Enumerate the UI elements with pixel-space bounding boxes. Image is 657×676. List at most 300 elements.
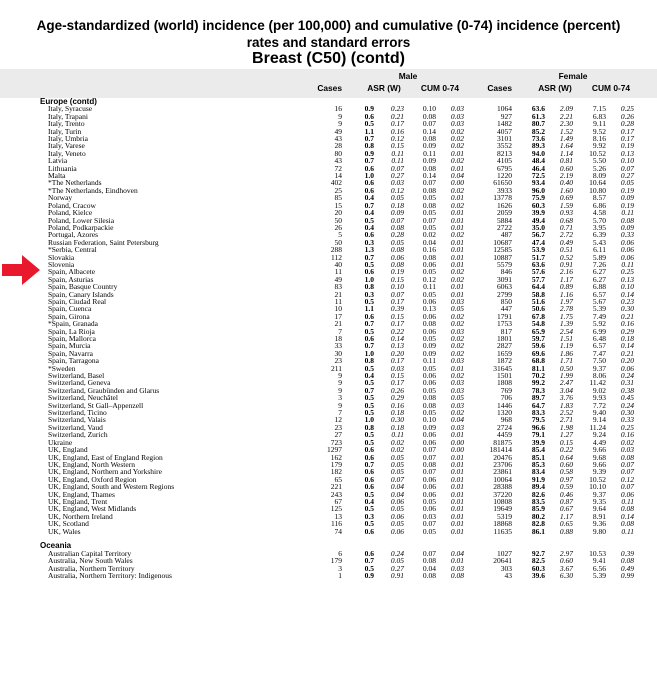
female-cum-se-cell: 0.06 xyxy=(620,363,634,373)
male-asr-cell: 0.5 xyxy=(364,563,374,573)
registry-name: Australia, New South Wales xyxy=(48,556,133,566)
male-cum-se-cell: 0.04 xyxy=(450,415,464,425)
female-cases-cell: 10064 xyxy=(493,474,512,484)
registry-name: Switzerland, Neuchâtel xyxy=(48,393,118,403)
male-cum-se-cell: 0.01 xyxy=(450,489,464,499)
female-cases-cell: 769 xyxy=(500,385,512,395)
male-cum-se-cell: 0.01 xyxy=(450,511,464,521)
female-asr-cell: 80.2 xyxy=(531,511,545,521)
female-cum-cell: 9.37 xyxy=(592,489,606,499)
female-asr-cell: 35.0 xyxy=(531,222,545,232)
male-asr-se-cell: 0.07 xyxy=(390,289,404,299)
male-asr-se-cell: 0.06 xyxy=(390,511,404,521)
male-cases-cell: 74 xyxy=(334,526,342,536)
male-asr-cell: 1.1 xyxy=(364,304,374,314)
female-asr-se-cell: 0.71 xyxy=(559,222,573,232)
female-cum-se-cell: 0.25 xyxy=(620,267,634,277)
female-cum-se-cell: 0.11 xyxy=(621,496,634,506)
female-asr-cell: 46.4 xyxy=(531,163,545,173)
female-cum-se-cell: 0.09 xyxy=(620,193,634,203)
male-cases-cell: 723 xyxy=(330,437,342,447)
male-cum-se-cell: 0.05 xyxy=(450,393,464,403)
female-asr-se-cell: 2.54 xyxy=(559,326,573,336)
male-asr-se-cell: 0.16 xyxy=(390,400,404,410)
table-row xyxy=(0,254,657,261)
female-asr-se-cell: 0.93 xyxy=(559,208,573,218)
male-cases-cell: 5 xyxy=(338,230,342,240)
table-row xyxy=(0,224,657,231)
female-cum-se-cell: 0.26 xyxy=(620,111,634,121)
female-asr-cell: 68.8 xyxy=(531,356,545,366)
male-cum-se-cell: 0.01 xyxy=(450,474,464,484)
female-asr-se-cell: 1.83 xyxy=(559,400,573,410)
female-asr-cell: 51.6 xyxy=(531,296,545,306)
female-asr-se-cell: 1.27 xyxy=(559,430,573,440)
male-asr-se-cell: 0.07 xyxy=(390,474,404,484)
male-asr-se-cell: 0.18 xyxy=(390,422,404,432)
table-row xyxy=(0,128,657,135)
male-asr-se-cell: 0.11 xyxy=(391,148,404,158)
male-asr-cell: 0.5 xyxy=(364,215,374,225)
male-cases-cell: 18 xyxy=(334,334,342,343)
table-row xyxy=(0,342,657,349)
male-cum-se-cell: 0.01 xyxy=(450,556,464,566)
male-cum-cell: 0.11 xyxy=(423,148,436,158)
female-cum-cell: 5.89 xyxy=(592,252,606,262)
registry-name: Switzerland, St Gall–Appenzell xyxy=(48,400,144,410)
registry-name: Poland, Cracow xyxy=(48,200,96,210)
male-cum-cell: 0.05 xyxy=(422,408,436,418)
female-cum-cell: 8.06 xyxy=(592,371,606,381)
female-asr-se-cell: 0.58 xyxy=(559,467,573,477)
male-asr-cell: 0.5 xyxy=(364,393,374,403)
female-cum-cell: 8.57 xyxy=(592,193,606,203)
female-asr-se-cell: 0.50 xyxy=(559,363,573,373)
male-cases-cell: 288 xyxy=(330,245,342,255)
registry-name: Australia, Northern Territory xyxy=(48,563,135,573)
registry-name: Italy, Turin xyxy=(48,126,82,136)
female-cum-cell: 9.64 xyxy=(592,504,606,514)
male-asr-cell: 0.7 xyxy=(364,385,374,395)
male-asr-cell: 0.6 xyxy=(364,526,374,536)
female-cum-cell: 9.36 xyxy=(592,519,606,529)
female-cum-se-cell: 0.45 xyxy=(620,393,634,403)
female-cases-cell: 61650 xyxy=(493,178,512,188)
female-asr-cell: 89.4 xyxy=(531,482,545,492)
female-cum-cell: 9.02 xyxy=(592,385,606,395)
male-asr-cell: 0.5 xyxy=(364,296,374,306)
female-cases-cell: 1320 xyxy=(497,408,512,418)
male-cum-cell: 0.06 xyxy=(422,489,436,499)
male-asr-cell: 0.9 xyxy=(364,571,374,580)
table-row xyxy=(0,165,657,172)
female-asr-se-cell: 1.16 xyxy=(559,289,573,299)
male-asr-se-cell: 0.17 xyxy=(390,296,404,306)
male-asr-cell: 1.0 xyxy=(364,274,374,284)
male-cum-cell: 0.05 xyxy=(422,526,436,536)
male-asr-se-cell: 0.19 xyxy=(390,267,404,277)
male-asr-se-cell: 0.03 xyxy=(390,178,404,188)
female-asr-se-cell: 0.22 xyxy=(559,445,573,455)
female-cases-cell: 31645 xyxy=(493,363,512,373)
male-asr-cell: 0.4 xyxy=(364,496,374,506)
female-asr-cell: 85.3 xyxy=(531,459,545,469)
female-asr-cell: 50.6 xyxy=(531,304,545,314)
male-cum-se-cell: 0.01 xyxy=(450,289,464,299)
male-asr-cell: 0.4 xyxy=(364,222,374,232)
male-cum-se-cell: 0.04 xyxy=(450,548,464,558)
male-cum-cell: 0.09 xyxy=(422,141,436,151)
female-asr-se-cell: 0.40 xyxy=(559,178,573,188)
male-cum-se-cell: 0.00 xyxy=(450,178,464,188)
female-cum-se-cell: 0.07 xyxy=(620,482,634,492)
female-asr-se-cell: 0.49 xyxy=(559,237,573,247)
registry-name: Malta xyxy=(48,171,66,181)
female-cum-cell: 9.24 xyxy=(592,430,606,440)
male-cum-se-cell: 0.01 xyxy=(450,252,464,262)
female-cum-cell: 5.43 xyxy=(592,237,606,247)
male-cum-se-cell: 0.01 xyxy=(450,222,464,232)
female-cum-se-cell: 0.07 xyxy=(620,163,634,173)
female-cases-cell: 1808 xyxy=(497,378,512,388)
female-cum-se-cell: 0.13 xyxy=(620,274,634,284)
male-cum-se-cell: 0.02 xyxy=(450,126,464,136)
female-cum-se-cell: 0.19 xyxy=(620,185,634,195)
male-cum-se-cell: 0.01 xyxy=(450,519,464,529)
male-asr-se-cell: 0.29 xyxy=(390,393,404,403)
female-cases-cell: 487 xyxy=(500,230,512,240)
male-asr-se-cell: 0.24 xyxy=(390,548,404,558)
female-cum-se-cell: 0.12 xyxy=(620,474,634,484)
female-cum-cell: 6.39 xyxy=(592,230,606,240)
male-asr-se-cell: 0.15 xyxy=(390,274,404,284)
female-cum-cell: 7.15 xyxy=(592,104,606,114)
male-asr-cell: 0.4 xyxy=(364,371,374,381)
male-cum-se-cell: 0.02 xyxy=(450,311,464,321)
female-cum-cell: 4.58 xyxy=(592,208,606,218)
female-cum-cell: 6.99 xyxy=(592,326,606,336)
female-asr-cell: 63.6 xyxy=(531,104,545,114)
male-cum-cell: 0.08 xyxy=(422,185,436,195)
male-cum-cell: 0.10 xyxy=(422,104,436,114)
female-cum-cell: 6.48 xyxy=(592,334,606,343)
female-asr-cell: 92.7 xyxy=(531,548,545,558)
male-cum-cell: 0.12 xyxy=(422,274,436,284)
male-asr-cell: 0.4 xyxy=(364,208,374,218)
registry-name: UK, England, Northern and Yorkshire xyxy=(48,467,162,477)
male-cases-cell: 3 xyxy=(338,563,342,573)
male-cum-header: CUM 0-74 xyxy=(420,83,460,93)
male-cases-cell: 26 xyxy=(334,222,342,232)
female-asr-se-cell: 0.69 xyxy=(559,193,573,203)
male-asr-cell: 0.5 xyxy=(364,408,374,418)
male-cum-se-cell: 0.03 xyxy=(450,356,464,366)
female-asr-se-cell: 2.19 xyxy=(559,171,573,181)
female-cases-cell: 2724 xyxy=(497,422,512,432)
male-asr-cell: 0.6 xyxy=(364,445,374,455)
male-asr-se-cell: 0.06 xyxy=(390,252,404,262)
female-cases-cell: 1659 xyxy=(497,348,512,358)
male-cases-cell: 23 xyxy=(334,356,342,366)
table-row xyxy=(0,150,657,157)
table-row xyxy=(0,187,657,194)
female-cum-se-cell: 0.05 xyxy=(620,178,634,188)
female-cum-cell: 9.66 xyxy=(592,459,606,469)
female-asr-se-cell: 3.76 xyxy=(559,393,573,403)
male-cases-cell: 6 xyxy=(338,548,342,558)
male-cases-cell: 67 xyxy=(334,496,342,506)
female-asr-se-cell: 0.60 xyxy=(559,163,573,173)
female-cum-se-cell: 0.18 xyxy=(620,334,634,343)
male-asr-se-cell: 0.14 xyxy=(390,334,404,343)
female-cum-cell: 9.92 xyxy=(592,141,606,151)
registry-name: UK, England, Oxford Region xyxy=(48,474,137,484)
male-asr-se-cell: 0.08 xyxy=(390,259,404,269)
female-cum-se-cell: 0.06 xyxy=(620,252,634,262)
female-asr-cell: 96.0 xyxy=(531,185,545,195)
female-cases-cell: 23706 xyxy=(493,459,512,469)
male-cum-cell: 0.05 xyxy=(422,289,436,299)
female-cases-cell: 37220 xyxy=(493,489,512,499)
male-cum-cell: 0.08 xyxy=(422,459,436,469)
table-row xyxy=(0,520,657,527)
male-cases-cell: 15 xyxy=(334,200,342,210)
registry-name: Australia, Northern Territory: Indigenous xyxy=(48,571,172,580)
male-asr-se-cell: 0.23 xyxy=(390,104,404,114)
male-cum-se-cell: 0.08 xyxy=(450,571,464,580)
male-cum-se-cell: 0.03 xyxy=(450,378,464,388)
table-row xyxy=(0,113,657,120)
table-row xyxy=(0,120,657,127)
male-asr-cell: 0.9 xyxy=(364,104,374,114)
registry-name: UK, England, Thames xyxy=(48,489,115,499)
table-row xyxy=(0,528,657,535)
female-cum-se-cell: 0.08 xyxy=(620,519,634,529)
male-asr-cell: 0.5 xyxy=(364,504,374,514)
male-cases-cell: 83 xyxy=(334,282,342,292)
female-cum-se-cell: 0.33 xyxy=(620,230,634,240)
male-asr-cell: 0.7 xyxy=(364,459,374,469)
female-cases-cell: 10887 xyxy=(493,252,512,262)
female-asr-se-cell: 1.71 xyxy=(559,356,573,366)
female-asr-se-cell: 0.91 xyxy=(559,259,573,269)
table-row xyxy=(0,246,657,253)
male-asr-cell: 0.6 xyxy=(364,467,374,477)
female-cases-cell: 10808 xyxy=(493,496,512,506)
male-asr-se-cell: 0.06 xyxy=(390,526,404,536)
male-asr-se-cell: 0.27 xyxy=(390,563,404,573)
male-cum-cell: 0.06 xyxy=(422,474,436,484)
female-cum-cell: 10.53 xyxy=(589,548,606,558)
male-cum-se-cell: 0.01 xyxy=(450,482,464,492)
female-cases-cell: 850 xyxy=(500,296,512,306)
male-asr-se-cell: 0.15 xyxy=(390,371,404,381)
female-cum-se-cell: 0.03 xyxy=(620,445,634,455)
female-asr-cell: 60.3 xyxy=(531,563,545,573)
male-cum-cell: 0.04 xyxy=(422,237,436,247)
male-cum-cell: 0.08 xyxy=(422,319,436,329)
female-cum-se-cell: 0.33 xyxy=(620,415,634,425)
female-asr-se-cell: 2.09 xyxy=(559,104,573,114)
female-cum-cell: 5.39 xyxy=(592,571,606,580)
male-cases-cell: 65 xyxy=(334,474,342,484)
female-asr-se-cell: 0.88 xyxy=(559,526,573,536)
female-cum-se-cell: 0.21 xyxy=(620,348,634,358)
female-asr-se-cell: 1.51 xyxy=(559,334,573,343)
female-cases-cell: 1501 xyxy=(497,371,512,381)
female-asr-se-cell: 0.51 xyxy=(559,245,573,255)
female-cases-cell: 846 xyxy=(500,267,512,277)
male-cases-cell: 402 xyxy=(330,178,342,188)
male-asr-se-cell: 0.12 xyxy=(390,185,404,195)
female-asr-cell: 78.3 xyxy=(531,385,545,395)
male-cum-cell: 0.05 xyxy=(422,496,436,506)
female-cum-cell: 6.27 xyxy=(592,274,606,284)
male-asr-se-cell: 0.16 xyxy=(390,126,404,136)
female-cum-cell: 9.68 xyxy=(592,452,606,462)
female-asr-se-cell: 1.64 xyxy=(559,141,573,151)
female-cum-cell: 11.42 xyxy=(589,378,606,388)
male-asr-cell: 1.1 xyxy=(364,126,374,136)
male-cum-cell: 0.07 xyxy=(422,178,436,188)
female-asr-se-cell: 0.68 xyxy=(559,215,573,225)
female-cases-cell: 2799 xyxy=(497,289,512,299)
female-asr-se-cell: 0.15 xyxy=(559,437,573,447)
female-cum-cell: 4.49 xyxy=(592,437,606,447)
registry-name: UK, Northern Ireland xyxy=(48,511,113,521)
female-cum-se-cell: 0.10 xyxy=(620,156,634,166)
female-asr-se-cell: 0.60 xyxy=(559,459,573,469)
male-asr-se-cell: 0.15 xyxy=(390,141,404,151)
male-asr-cell: 0.5 xyxy=(364,519,374,529)
male-cum-cell: 0.02 xyxy=(422,230,436,240)
male-cum-se-cell: 0.01 xyxy=(450,467,464,477)
male-cum-cell: 0.05 xyxy=(422,222,436,232)
male-cum-cell: 0.14 xyxy=(422,126,436,136)
female-asr-cell: 51.7 xyxy=(531,252,545,262)
female-cases-cell: 303 xyxy=(500,563,512,573)
female-cum-cell: 7.49 xyxy=(592,311,606,321)
male-cum-cell: 0.10 xyxy=(422,415,436,425)
male-asr-se-cell: 0.27 xyxy=(390,171,404,181)
male-asr-se-cell: 0.21 xyxy=(390,111,404,121)
female-asr-cell: 81.1 xyxy=(531,363,545,373)
table-row xyxy=(0,105,657,112)
female-cum-cell: 8.16 xyxy=(592,134,606,144)
male-asr-se-cell: 0.05 xyxy=(390,556,404,566)
table-row xyxy=(0,328,657,335)
female-asr-se-cell: 2.97 xyxy=(559,548,573,558)
registry-name: UK, England, South and Western Regions xyxy=(48,482,175,492)
male-asr-cell: 0.5 xyxy=(364,259,374,269)
female-cum-cell: 9.11 xyxy=(593,119,606,129)
female-asr-se-cell: 1.17 xyxy=(559,274,573,284)
registry-name: Spain, Canary Islands xyxy=(48,289,114,299)
male-cum-se-cell: 0.03 xyxy=(450,326,464,336)
female-asr-cell: 39.9 xyxy=(531,208,545,218)
male-cases-cell: 125 xyxy=(330,504,342,514)
registry-name: Spain, La Rioja xyxy=(48,326,95,336)
female-asr-cell: 85.1 xyxy=(531,452,545,462)
male-cum-cell: 0.09 xyxy=(422,422,436,432)
male-cum-cell: 0.08 xyxy=(422,134,436,144)
table-header xyxy=(0,69,657,98)
male-asr-cell: 0.3 xyxy=(364,511,374,521)
female-cum-se-cell: 0.28 xyxy=(620,119,634,129)
male-asr-cell: 0.3 xyxy=(364,237,374,247)
female-asr-cell: 59.6 xyxy=(531,341,545,351)
registry-name: Spain, Cuenca xyxy=(48,304,92,314)
female-cum-cell: 5.67 xyxy=(592,296,606,306)
female-asr-cell: 80.7 xyxy=(531,119,545,129)
female-asr-se-cell: 1.17 xyxy=(559,511,573,521)
female-asr-cell: 56.7 xyxy=(531,230,545,240)
registry-name: Spain, Albacete xyxy=(48,267,96,277)
male-asr-se-cell: 0.07 xyxy=(390,215,404,225)
female-cum-se-cell: 0.29 xyxy=(620,326,634,336)
male-cum-se-cell: 0.02 xyxy=(450,348,464,358)
female-asr-se-cell: 1.98 xyxy=(559,422,573,432)
male-cum-cell: 0.11 xyxy=(423,356,436,366)
male-asr-cell: 0.7 xyxy=(364,200,374,210)
registry-name: Switzerland, Valais xyxy=(48,415,106,425)
male-cases-cell: 10 xyxy=(334,304,342,314)
female-cases-cell: 1753 xyxy=(497,319,512,329)
registry-name: UK, Wales xyxy=(48,526,81,536)
female-cases-cell: 1482 xyxy=(497,119,512,129)
male-cum-cell: 0.06 xyxy=(422,430,436,440)
table-row xyxy=(0,572,657,579)
male-asr-se-cell: 0.08 xyxy=(390,245,404,255)
female-cases-cell: 10687 xyxy=(493,237,512,247)
female-asr-cell: 83.4 xyxy=(531,467,545,477)
male-cum-cell: 0.14 xyxy=(422,171,436,181)
female-cum-cell: 10.80 xyxy=(589,185,606,195)
male-asr-cell: 0.5 xyxy=(364,378,374,388)
female-asr-cell: 93.4 xyxy=(531,178,545,188)
male-asr-cell: 0.6 xyxy=(364,267,374,277)
male-cases-cell: 80 xyxy=(334,148,342,158)
male-asr-se-cell: 0.91 xyxy=(390,571,404,580)
registry-name: Norway xyxy=(48,193,73,203)
female-cum-cell: 10.52 xyxy=(589,474,606,484)
female-asr-cell: 48.4 xyxy=(531,156,545,166)
registry-name: Spain, Mallorca xyxy=(48,334,96,343)
registry-name: UK, England, West Midlands xyxy=(48,504,137,514)
female-cases-cell: 1801 xyxy=(497,334,512,343)
female-cum-se-cell: 0.49 xyxy=(620,563,634,573)
male-cum-se-cell: 0.01 xyxy=(450,215,464,225)
male-asr-cell: 1.0 xyxy=(364,348,374,358)
male-cum-cell: 0.07 xyxy=(422,452,436,462)
female-cum-cell: 6.86 xyxy=(592,200,606,210)
table-row xyxy=(0,135,657,142)
registry-name: Poland, Kielce xyxy=(48,208,93,218)
female-cases-cell: 20641 xyxy=(493,556,512,566)
registry-name: Spain, Asturias xyxy=(48,274,94,284)
female-cases-cell: 18868 xyxy=(493,519,512,529)
female-asr-se-cell: 1.60 xyxy=(559,185,573,195)
male-asr-se-cell: 0.02 xyxy=(390,445,404,455)
female-asr-se-cell: 6.30 xyxy=(559,571,573,580)
female-asr-se-cell: 0.87 xyxy=(559,496,573,506)
male-asr-se-cell: 0.17 xyxy=(390,378,404,388)
male-asr-cell: 0.8 xyxy=(364,141,374,151)
female-asr-cell: 64.4 xyxy=(531,282,545,292)
male-cum-se-cell: 0.01 xyxy=(450,282,464,292)
male-asr-se-cell: 0.39 xyxy=(390,304,404,314)
male-cum-cell: 0.05 xyxy=(422,385,436,395)
